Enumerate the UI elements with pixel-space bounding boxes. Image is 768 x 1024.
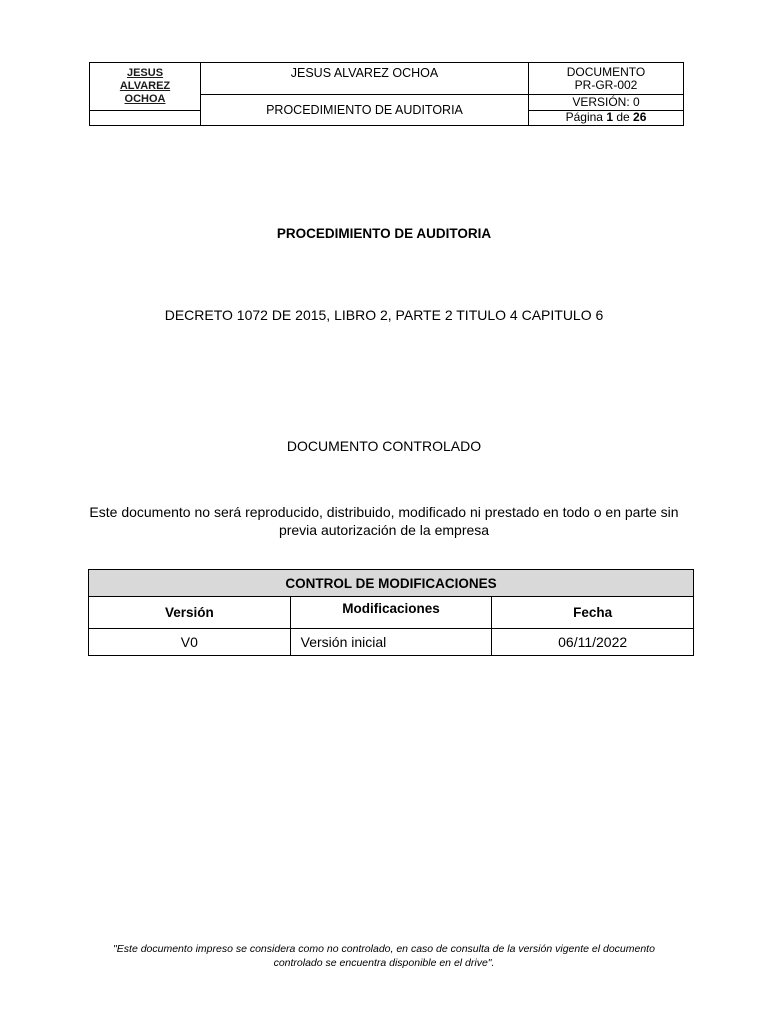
notice-line-1: Este documento no será reproducido, distribuido, modificado ni prestado en todo o en parte sin xyxy=(89,504,679,520)
modifications-caption: CONTROL DE MODIFICACIONES xyxy=(89,570,694,597)
page-counter xyxy=(529,110,684,126)
page-total: 26 xyxy=(633,110,647,125)
row-date: 06/11/2022 xyxy=(492,629,694,656)
decree-reference: DECRETO 1072 DE 2015, LIBRO 2, PARTE 2 TITULO 4 CAPITULO 6 xyxy=(164,307,604,323)
header-modifications: Modificaciones xyxy=(290,597,492,629)
logo-text xyxy=(120,67,170,106)
modifications-table xyxy=(88,569,694,656)
page-prefix: Página xyxy=(565,110,607,125)
company-logo xyxy=(90,63,201,111)
header-date: Fecha xyxy=(492,597,694,629)
logo-line-3: OCHOA xyxy=(124,92,166,105)
notice-line-2: previa autorización de la empresa xyxy=(278,522,490,538)
reproduction-notice xyxy=(0,503,768,539)
company-name: JESUS ALVAREZ OCHOA xyxy=(201,63,529,95)
logo-line-1: JESUS xyxy=(126,66,164,79)
table-row xyxy=(89,629,694,656)
logo-filler xyxy=(90,110,201,126)
document-code xyxy=(529,63,684,95)
doc-code: PR-GR-002 xyxy=(574,77,638,92)
footer-line-2: controlado se encuentra disponible en el drive". xyxy=(273,957,495,969)
page-title: PROCEDIMIENTO DE AUDITORIA xyxy=(276,226,492,241)
version-label: VERSIÓN: 0 xyxy=(529,95,684,111)
row-version: V0 xyxy=(89,629,291,656)
footer-disclaimer xyxy=(0,942,768,970)
controlled-notice: DOCUMENTO CONTROLADO xyxy=(286,438,482,454)
page-separator: de xyxy=(613,110,634,125)
page-current: 1 xyxy=(606,110,613,125)
doc-label: DOCUMENTO xyxy=(566,64,646,79)
logo-line-2: ALVAREZ xyxy=(119,79,171,92)
footer-line-1: "Este documento impreso se considera como no controlado, en caso de consulta de la versión vigente el documento xyxy=(113,943,655,955)
header-version: Versión xyxy=(89,597,291,629)
document-header xyxy=(89,62,684,126)
table-header-row xyxy=(89,597,694,629)
row-modification: Versión inicial xyxy=(290,629,492,656)
procedure-name: PROCEDIMIENTO DE AUDITORIA xyxy=(201,95,529,126)
